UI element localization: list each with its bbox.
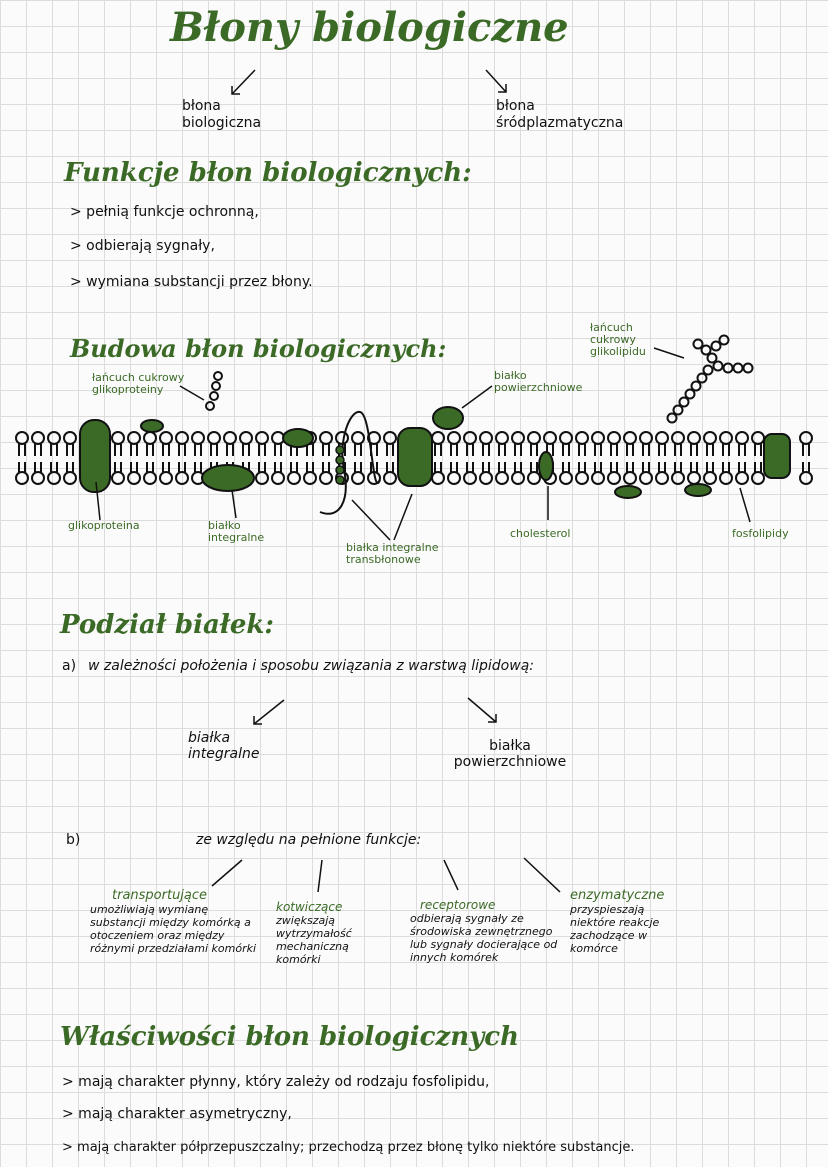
cholesterol-shape [539,452,553,480]
function-anchor [276,900,386,966]
phospholipid-part [432,472,444,484]
surface-protein-top-shape [433,407,463,429]
properties-heading: Właściwości błon biologicznych [60,1022,520,1052]
phospholipid-part [272,432,284,444]
phospholipid-part [512,472,524,484]
phospholipid-part [256,472,268,484]
phospholipid-part [320,472,332,484]
function-desc: zwiększają wytrzymałość mechaniczną komórki [276,914,352,966]
label-glycoprotein: glikoproteina [68,519,140,532]
phospholipid-part [576,432,588,444]
phospholipid-part [432,432,444,444]
phospholipid-part [48,472,60,484]
function-name: kotwiczące [276,900,343,914]
phospholipid-part [688,432,700,444]
division-b-marker: b) [66,832,81,848]
bottom-surface-protein [615,486,641,498]
phospholipid-part [608,432,620,444]
phospholipid-part [576,472,588,484]
phospholipid-part [368,432,380,444]
phospholipid-part [320,432,332,444]
phospholipid-part [736,432,748,444]
integral-protein-shape [202,465,254,491]
function-desc: przyspieszają niektóre reakcje zachodzące w komórce [570,903,660,955]
phospholipid-part [592,432,604,444]
phospholipid-part [208,472,220,484]
phospholipid-part [544,472,556,484]
phospholipid-part [16,472,28,484]
phospholipid-part [464,432,476,444]
phospholipid-part [160,472,172,484]
function-item: > pełnią funkcje ochronną, [70,204,259,220]
phospholipid-part [624,432,636,444]
phospholipid-part [496,472,508,484]
phospholipid-part [464,472,476,484]
phospholipid-part [720,432,732,444]
label-glycolipid-chain: łańcuch cukrowy glikolipidu [590,321,646,358]
bottom-surface-protein-2 [685,484,711,496]
phospholipid-part [752,432,764,444]
function-name: receptorowe [420,898,496,912]
phospholipid-part [240,432,252,444]
page-title: Błony biologiczne [170,4,569,51]
phospholipid-part [192,432,204,444]
phospholipid-part [352,432,364,444]
property-item: > mają charakter półprzepuszczalny; przechodzą przez błonę tylko niektóre substancje. [62,1140,635,1155]
phospholipid-part [64,432,76,444]
phospholipid-part [304,432,316,444]
phospholipid-part [64,472,76,484]
phospholipid-part [16,432,28,444]
function-name: enzymatyczne [570,888,665,903]
phospholipid-part [448,432,460,444]
label-cholesterol: cholesterol [510,527,571,540]
phospholipid-part [304,472,316,484]
phospholipid-part [144,432,156,444]
phospholipid-part [272,472,284,484]
phospholipid-part [480,432,492,444]
phospholipid-part [624,472,636,484]
helix-protein [320,412,380,514]
phospholipid-part [704,472,716,484]
phospholipid-part [512,432,524,444]
phospholipid-part [560,432,572,444]
right-integral-protein [764,434,790,478]
phospholipid-part [128,432,140,444]
function-transport [90,888,260,955]
phospholipid-part [544,432,556,444]
division-heading: Podział białek: [60,610,274,640]
phospholipid-part [112,432,124,444]
phospholipid-part [640,472,652,484]
phospholipid-part [224,472,236,484]
phospholipid-part [144,472,156,484]
phospholipid-part [368,472,380,484]
type-biological-membrane: błona biologiczna [182,98,262,131]
phospholipid-part [160,432,172,444]
phospholipid-part [720,472,732,484]
phospholipid-part [192,472,204,484]
division-a-text: w zależności położenia i sposobu związania z warstwą lipidową: [88,658,534,674]
phospholipid-part [528,472,540,484]
phospholipid-part [608,472,620,484]
phospholipid-part [256,432,268,444]
function-item: > odbierają sygnały, [70,238,215,254]
phospholipid-part [656,432,668,444]
small-surface-protein [141,420,163,432]
phospholipid-part [736,472,748,484]
phospholipid-part [240,472,252,484]
label-glycoprotein-chain: łańcuch cukrowy glikoproteiny [92,371,185,396]
phospholipid-part [32,472,44,484]
phospholipid-part [176,472,188,484]
function-desc: umożliwiają wymianę substancji między komórką a otoczeniem oraz między różnymi przedziałami komórki [90,903,257,955]
phospholipid-part [656,472,668,484]
phospholipid-part [560,472,572,484]
label-surface-protein: białko powierzchniowe [494,369,583,394]
phospholipid-part [336,432,348,444]
function-enzyme [570,888,690,955]
phospholipid-part [224,432,236,444]
phospholipid-part [128,472,140,484]
phospholipid-part [384,432,396,444]
phospholipid-part [672,472,684,484]
phospholipid-part [288,472,300,484]
property-item: > mają charakter asymetryczny, [62,1106,292,1122]
surface-protein-shape [283,429,313,447]
phospholipid-part [48,432,60,444]
glycoprotein-shape [80,420,110,492]
phospholipid-part [336,472,348,484]
phospholipid-part [800,432,812,444]
phospholipid-part [496,432,508,444]
division-a-surface: białka powierzchniowe [453,738,567,770]
phospholipid-part [448,472,460,484]
label-phospholipids: fosfolipidy [732,527,789,540]
type-er-membrane: błona śródplazmatyczna [496,98,624,131]
phospholipid-part [352,472,364,484]
phospholipid-part [288,432,300,444]
phospholipid-part [640,432,652,444]
label-transmembrane: białka integralne transbłonowe [346,541,439,566]
phospholipid-part [176,432,188,444]
phospholipid-part [384,472,396,484]
phospholipid-part [32,432,44,444]
phospholipid-part [208,432,220,444]
phospholipid-part [528,432,540,444]
phospholipid-part [688,472,700,484]
division-a-marker: a) [62,658,77,674]
function-receptor [410,898,560,964]
division-a-integral: białka integralne [188,730,260,762]
phospholipid-part [704,432,716,444]
functions-heading: Funkcje błon biologicznych: [64,158,472,188]
label-integral-protein: białko integralne [208,519,265,544]
transmembrane-protein-shape [398,428,432,486]
property-item: > mają charakter płynny, który zależy od rodzaju fosfolipidu, [62,1074,490,1090]
phospholipid-part [592,472,604,484]
function-desc: odbierają sygnały ze środowiska zewnętrznego lub sygnały docierające od innych komórek [410,912,558,964]
division-b-text: ze względu na pełnione funkcje: [196,832,422,848]
structure-heading: Budowa błon biologicznych: [70,334,447,363]
phospholipid-part [672,432,684,444]
function-item: > wymiana substancji przez błony. [70,274,313,290]
function-name: transportujące [112,888,208,903]
phospholipid-part [112,472,124,484]
phospholipid-part [752,472,764,484]
phospholipid-part [800,472,812,484]
phospholipid-part [480,472,492,484]
